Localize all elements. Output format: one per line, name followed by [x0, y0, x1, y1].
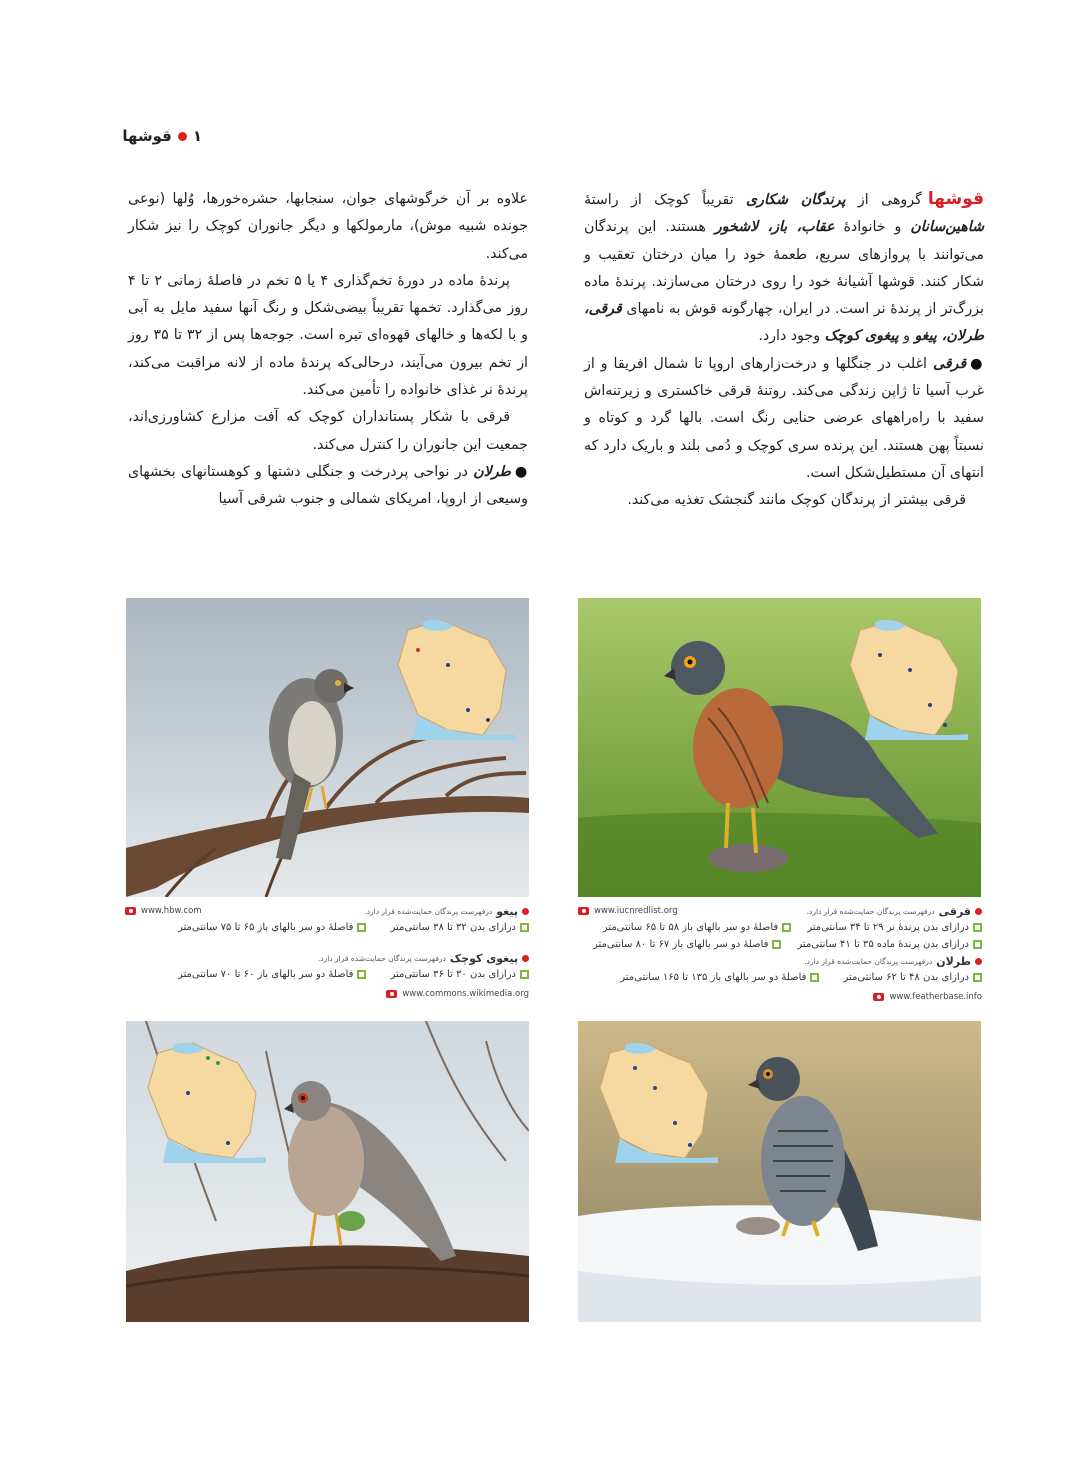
- emphasized-term: عقاب، باز، لاشخور: [714, 219, 835, 236]
- intro-text: [584, 192, 984, 344]
- red-dot-icon: [975, 958, 982, 965]
- emphasized-term: پیغوی کوچک: [824, 328, 899, 345]
- bullet-icon: ●: [514, 463, 528, 480]
- square-bullet-icon: [357, 970, 366, 979]
- protection-status: درفهرست پرندگان حمایت‌شده قرار دارد.: [804, 956, 933, 966]
- photo-credit: www.hbw.com: [125, 904, 202, 918]
- square-bullet-icon: [357, 923, 366, 932]
- text-column-left: [128, 186, 528, 514]
- distribution-map-icon: [138, 1033, 268, 1163]
- species-name: طرلان: [936, 954, 971, 968]
- species-name: پیغوی کوچک: [449, 951, 518, 965]
- caption-sparrowhawk: [578, 903, 982, 1004]
- emphasized-term: قرقی،: [584, 301, 622, 318]
- red-dot-icon: [522, 955, 529, 962]
- distribution-map-icon: [388, 610, 518, 740]
- body-text: تقریباً کوچک از راستهٔ: [584, 192, 747, 208]
- square-bullet-icon: [520, 923, 529, 932]
- square-bullet-icon: [520, 970, 529, 979]
- body-length: درازای بدن ۳۲ تا ۳۸ سانتی‌متر: [390, 922, 516, 933]
- species-name-row: [807, 903, 982, 919]
- text-column-right: [584, 186, 984, 515]
- protection-status: درفهرست پرندگان حمایت‌شده قرار دارد.: [364, 906, 493, 916]
- body-text: اغلب در جنگلها و درخت‌زارهای اروپا تا شمال افریقا و از غرب آسیا تا ژاپن زندگی می‌کند. روتنهٔ قرقی خاکستری و زیرتنه‌اش سفید با راه‌راههای عرضی حنایی رنگ است. بالها گرد و کوتاه و نسبتاً پهن هستند. این پرنده سری کوچک و دُمی بلند و باریک دارد که انتهای آن مستطیل‌شکل است.: [584, 355, 984, 481]
- species-name: پیغو: [496, 904, 518, 918]
- photo-goshawk: [578, 1021, 981, 1322]
- emphasized-term: طرلان: [473, 463, 511, 480]
- photo-shikra: [126, 598, 529, 897]
- section-heading: قوشها: [927, 189, 984, 209]
- square-bullet-icon: [782, 923, 791, 932]
- photo-levant-sparrowhawk: [126, 1021, 529, 1322]
- distribution-map-icon: [590, 1033, 720, 1163]
- red-dot-icon: [975, 908, 982, 915]
- photo-credit: www.featherbase.info: [578, 990, 982, 1004]
- goshawk-paragraph: [128, 459, 528, 514]
- body-text: هستند. این پرندگان می‌توانند با پروازهای سریع، طعمهٔ خود را میان درختان تعقیب و شکار کنند. قوشها آشیانهٔ خود را روی درختان می‌سازند. پرندهٔ ماده بزرگ‌تر از پرندهٔ نر است. در ایران، چهارگونه قوش به نامهای: [584, 219, 984, 318]
- species-name: قرقی: [938, 904, 971, 918]
- wingspan: فاصلهٔ دو سر بالهای باز ۶۰ تا ۷۰ سانتی‌متر: [178, 969, 354, 980]
- emphasized-term: طرلان، پیغو: [914, 328, 984, 345]
- protection-status: درفهرست پرندگان حمایت‌شده قرار دارد.: [806, 906, 935, 916]
- square-bullet-icon: [973, 973, 982, 982]
- red-dot-icon: [522, 908, 529, 915]
- body-length: درازای بدن ۴۸ تا ۶۲ سانتی‌متر: [843, 972, 969, 983]
- measurement-row: [125, 919, 529, 936]
- male-body-length: درازای بدن پرندهٔ نر ۲۹ تا ۳۴ سانتی‌متر: [807, 922, 969, 933]
- male-wingspan: فاصلهٔ دو سر بالهای باز ۵۸ تا ۶۵ سانتی‌متر: [602, 922, 779, 933]
- intro-paragraph: [584, 186, 984, 351]
- body-length: درازای بدن ۳۰ تا ۳۶ سانتی‌متر: [390, 969, 516, 980]
- red-dot-icon: [178, 132, 187, 141]
- diet-paragraph: [584, 487, 984, 514]
- photo-credit: www.iucnredlist.org: [578, 904, 678, 918]
- diet-text: قرقی بیشتر از پرندگان کوچک مانند گنجشک تغذیه می‌کند.: [627, 492, 966, 509]
- measurement-row: [578, 969, 982, 986]
- body-text: گروهی از: [845, 192, 922, 208]
- body-text: در نواحی پردرخت و جنگلی دشتها و کوهستانهای بخشهای وسیعی از اروپا، امریکای شمالی و جنوب شرقی آسیا: [128, 463, 528, 508]
- camera-icon: [386, 990, 397, 998]
- breeding-paragraph: پرندهٔ ماده در دورهٔ تخم‌گذاری ۴ یا ۵ تخم در فاصلهٔ زمانی ۲ تا ۴ روز می‌گذارد. تخمها تقریباً بیضی‌شکل و رنگ آنها سفید مایل به آبی و با لکه‌ها و خالهای قهوه‌ای تیره است. جوجه‌ها پس از ۳۲ تا ۳۵ روز از تخم بیرون می‌آیند، درحالی‌که پرندهٔ ماده از لانه مراقبت می‌کند، پرندهٔ نر غذای خانواده را تأمین می‌کند.: [128, 272, 528, 399]
- page-number: ۱: [192, 127, 202, 145]
- female-body-length: درازای بدن پرندهٔ ماده ۳۵ تا ۴۱ سانتی‌متر: [797, 939, 969, 950]
- square-bullet-icon: [973, 923, 982, 932]
- species-name-row: [364, 903, 529, 919]
- measurement-row: [125, 966, 529, 983]
- square-bullet-icon: [973, 940, 982, 949]
- camera-icon: [578, 907, 589, 915]
- body-text: و خانوادهٔ: [834, 219, 911, 236]
- emphasized-term: شاهین‌سانان: [910, 219, 984, 236]
- body-text: وجود دارد.: [758, 328, 825, 345]
- measurement-row: [578, 919, 982, 936]
- running-head: [122, 124, 202, 148]
- pest-control-paragraph: قرقی با شکار پستانداران کوچک که آفت مزارع کشاورزی‌اند، جمعیت این جانوران را کنترل می‌کند.: [128, 409, 528, 453]
- chapter-title: قوشها: [122, 127, 172, 145]
- camera-icon: [873, 993, 884, 1001]
- distribution-map-icon: [840, 610, 970, 740]
- sparrowhawk-text: [584, 356, 984, 481]
- photo-credit: www.commons.wikimedia.org: [125, 987, 529, 1001]
- wingspan: فاصلهٔ دو سر بالهای باز ۶۵ تا ۷۵ سانتی‌متر: [178, 922, 354, 933]
- sparrowhawk-paragraph: [584, 351, 984, 487]
- caption-shikra: [125, 903, 529, 1001]
- prey-paragraph: علاوه بر آن خرگوشهای جوان، سنجابها، حشره‌خورها، وُلها (نوعی جونده شبیه موش)، مارمولکها و دیگر جانوران کوچک را نیز شکار می‌کند.: [128, 191, 528, 262]
- body-text: و: [898, 328, 915, 345]
- photo-sparrowhawk: [578, 598, 981, 897]
- goshawk-text: [128, 464, 528, 507]
- emphasized-term: قرقی: [932, 355, 967, 372]
- square-bullet-icon: [810, 973, 819, 982]
- measurement-row: [578, 936, 982, 953]
- camera-icon: [125, 907, 136, 915]
- species-name-row: [578, 953, 982, 969]
- emphasized-term: پرندگان شکاری: [746, 192, 846, 208]
- species-name-row: [125, 950, 529, 966]
- protection-status: درفهرست پرندگان حمایت‌شده قرار دارد.: [317, 953, 446, 963]
- square-bullet-icon: [772, 940, 781, 949]
- female-wingspan: فاصلهٔ دو سر بالهای باز ۶۷ تا ۸۰ سانتی‌متر: [592, 939, 769, 950]
- wingspan: فاصلهٔ دو سر بالهای باز ۱۳۵ تا ۱۶۵ سانتی‌متر: [620, 972, 807, 983]
- bullet-icon: ●: [970, 355, 984, 372]
